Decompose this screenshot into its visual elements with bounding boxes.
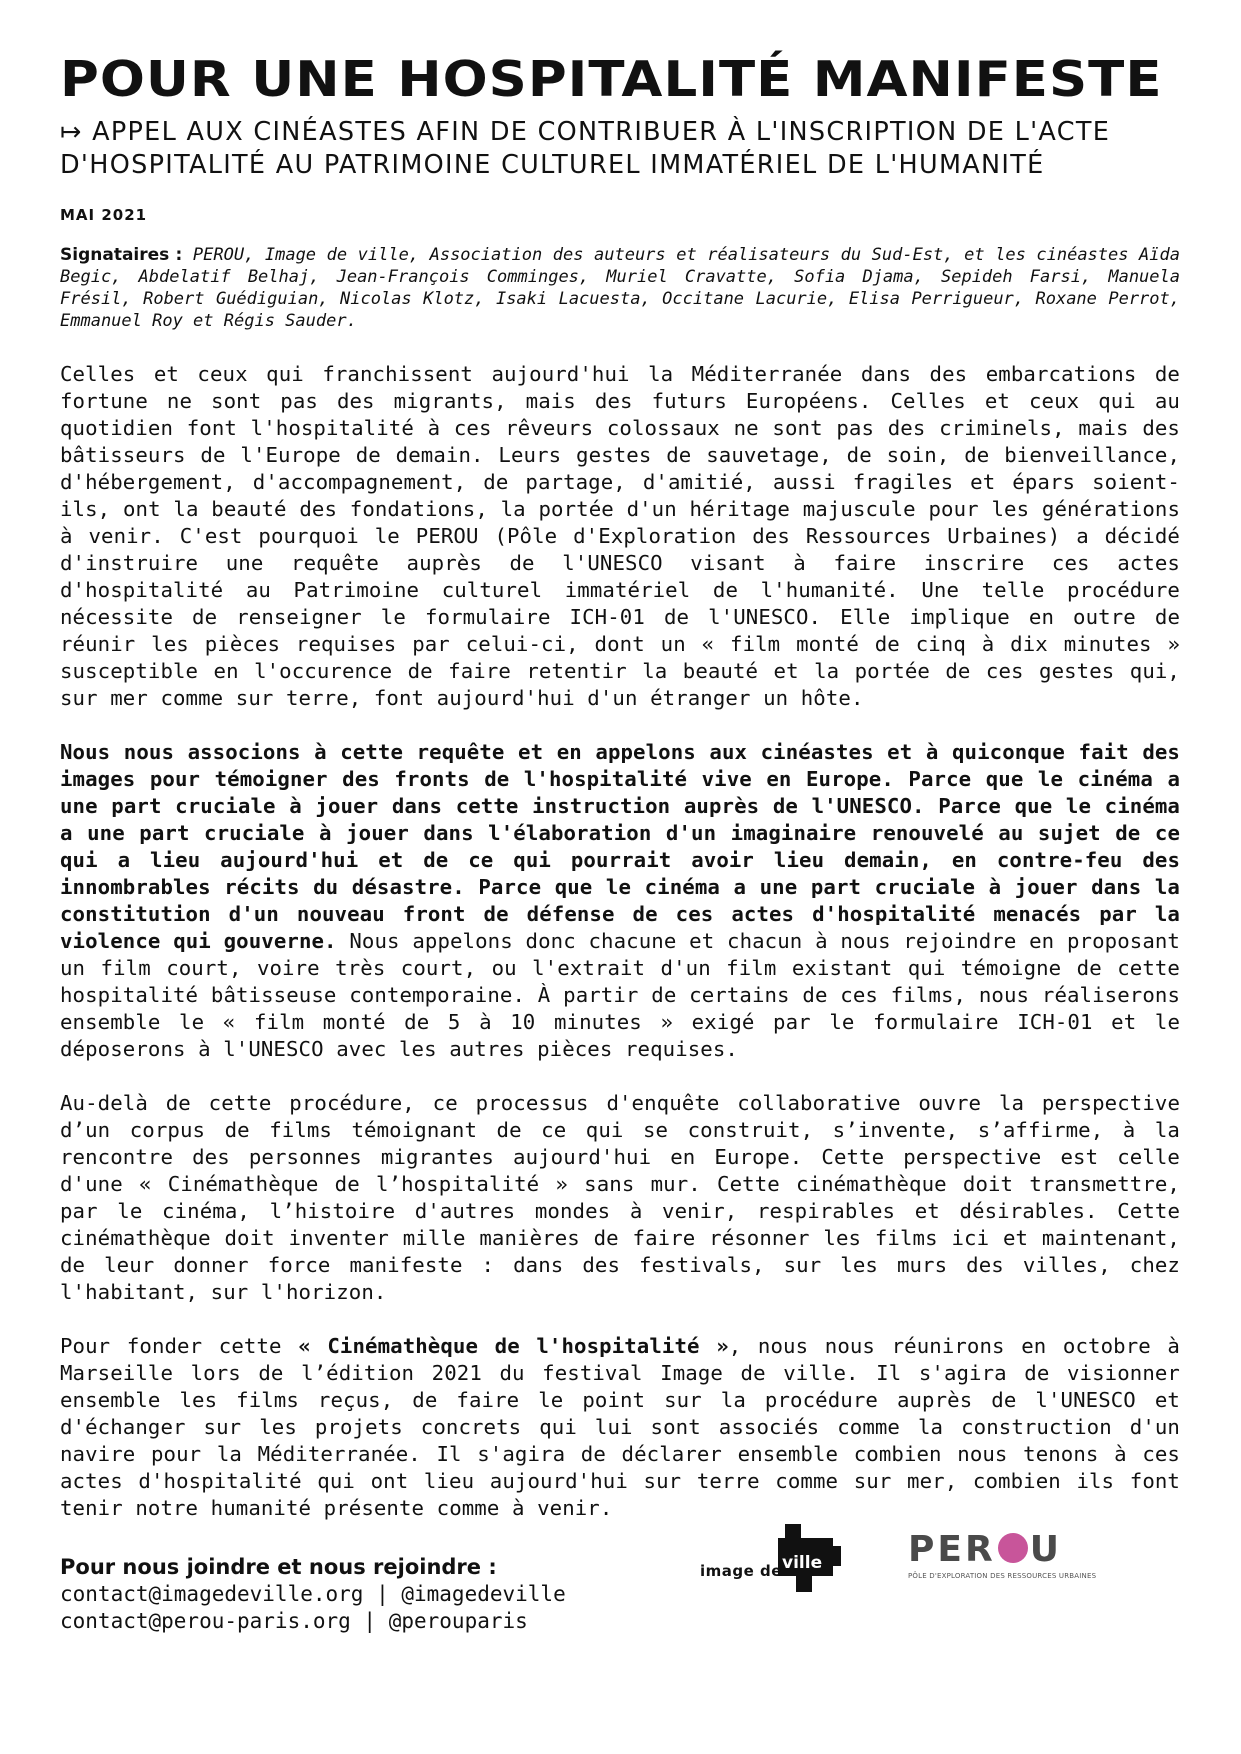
paragraph-4: [60, 1333, 1180, 1522]
subtitle-line-2: D'HOSPITALITÉ AU PATRIMOINE CULTUREL IMMATÉRIEL DE L'HUMANITÉ: [60, 150, 1045, 180]
paragraph-2-bold: Nous nous associons à cette requête et en appelons aux cinéastes et à quiconque fait des images pour témoigner des fronts de l'hospitalité vive en Europe. Parce que le cinéma a une part cruciale à jouer dans cette instruction auprès de l'UNESCO. Parce que le cinéma a une part cruciale à jouer dans l'élaboration d'un imaginaire renouvelé au sujet de ce qui a lieu aujourd'hui et de ce qui pourrait avoir lieu demain, en contre-feu des innombrables récits du désastre. Parce que le cinéma a une part cruciale à jouer dans la constitution d'un nouveau front de défense de ces actes d'hospitalité menacés par la violence qui gouverne.: [60, 740, 1180, 953]
document-date: MAI 2021: [60, 206, 148, 224]
contact-line-perou[interactable]: contact@perou-paris.org | @perouparis: [60, 1609, 528, 1633]
paragraph-1: Celles et ceux qui franchissent aujourd'hui la Méditerranée dans des embarcations de fortune ne sont pas des migrants, mais des futurs Européens. Celles et ceux qui au quotidien font l'hospitalité à ces rêveurs colossaux ne sont pas des criminels, mais des bâtisseurs de l'Europe de demain. Leurs gestes de sauvetage, de soin, de bienveillance, d'hébergement, d'accompagnement, de partage, d'amitié, aussi fragiles et épars soient-ils, ont la beauté des fondations, la portée d'un héritage majuscule pour les générations à venir. C'est pourquoi le PEROU (Pôle d'Exploration des Ressources Urbaines) a décidé d'instruire une requête auprès de l'UNESCO visant à faire inscrire ces actes d'hospitalité au Patrimoine culturel immatériel de l'humanité. Une telle procédure nécessite de renseigner le formulaire ICH-01 de l'UNESCO. Elle implique en outre de réunir les pièces requises par celui-ci, dont un « film monté de cinq à dix minutes » susceptible en l'occurence de faire retentir la beauté et la portée de ces gestes qui, sur mer comme sur terre, font aujourd'hui d'un étranger un hôte.: [60, 362, 1180, 710]
perou-subtitle: PÔLE D'EXPLORATION DES RESSOURCES URBAINES: [908, 1572, 1097, 1580]
contact-line-image-de-ville[interactable]: contact@imagedeville.org | @imagedeville: [60, 1582, 566, 1606]
signatories-label: Signataires :: [60, 245, 183, 265]
signatories-names: PEROU, Image de ville, Association des auteurs et réalisateurs du Sud-Est, et les cinéastes Aïda Begic, Abdelatif Belhaj, Jean-François Comminges, Muriel Cravatte, Sofia Djama, Sepideh Farsi, Manuela Frésil, Robert Guédiguian, Nicolas Klotz, Isaki Lacuesta, Occitane Lacurie, Elisa Perrigueur, Roxane Perrot, Emmanuel Roy et Régis Sauder.: [60, 245, 1180, 331]
perou-circle-icon: [998, 1533, 1028, 1563]
paragraph-4-bold: « Cinémathèque de l'hospitalité »: [298, 1334, 729, 1358]
contact-title: Pour nous joindre et nous rejoindre :: [60, 1555, 497, 1579]
image-de-ville-mark: [700, 1520, 860, 1600]
svg-text:ville: ville: [782, 1553, 823, 1573]
perou-logo: [908, 1529, 1097, 1590]
image-de-ville-text: image de: [700, 1562, 782, 1580]
perou-right: U: [1029, 1529, 1062, 1570]
paragraph-4-start: Pour fonder cette: [60, 1334, 299, 1358]
signatories: [60, 244, 1180, 332]
paragraph-3: Au-delà de cette procédure, ce processus d'enquête collaborative ouvre la perspective d’un corpus de films témoignant de ce qui se construit, s’invente, s’affirme, à la rencontre des personnes migrantes aujourd'hui en Europe. Cette perspective est celle d'une « Cinémathèque de l’hospitalité » sans mur. Cette cinémathèque doit transmettre, par le cinéma, l’histoire d'autres mondes à venir, respirables et désirables. Cette cinémathèque doit inventer mille manières de faire résonner les films ici et maintenant, de leur donner force manifeste : dans des festivals, sur les murs des villes, chez l'habitant, sur l'horizon.: [60, 1091, 1180, 1304]
paragraph-2-rest: Nous appelons donc chacune et chacun à nous rejoindre en proposant un film court, voire très court, ou l'extrait d'un film existant qui témoigne de cette hospitalité bâtisseuse contemporaine. À partir de certains de ces films, nous réaliserons ensemble le « film monté de 5 à 10 minutes » exigé par le formulaire ICH-01 et le déposerons à l'UNESCO avec les autres pièces requises.: [60, 929, 1180, 1061]
document-page: [60, 52, 1180, 1635]
perou-wordmark: [908, 1530, 1088, 1570]
perou-left: PER: [908, 1529, 996, 1570]
subtitle-line-1: [60, 116, 1180, 149]
document-title: POUR UNE HOSPITALITÉ MANIFESTE: [60, 52, 1163, 109]
subtitle-text-1: APPEL AUX CINÉASTES AFIN DE CONTRIBUER À L'INSCRIPTION DE L'ACTE: [92, 117, 1111, 147]
image-de-ville-logo: [700, 1520, 860, 1600]
arrow-icon: ↦: [60, 117, 83, 147]
paragraph-2: [60, 739, 1180, 1063]
document-subtitle: [60, 116, 1180, 182]
paragraph-4-rest: , nous nous réunirons en octobre à Marseille lors de l’édition 2021 du festival Image de ville. Il s'agira de visionner ensemble les films reçus, de faire le point sur la procédure auprès de l'UNESCO et d'échanger sur les projets concrets qui lui sont associés comme la construction d'un navire pour la Méditerranée. Il s'agira de déclarer ensemble combien nous tenons à ces actes d'hospitalité qui ont lieu aujourd'hui sur terre comme sur mer, combien ils font tenir notre humanité présente comme à venir.: [60, 1334, 1180, 1520]
partner-logos: [700, 1520, 1180, 1610]
